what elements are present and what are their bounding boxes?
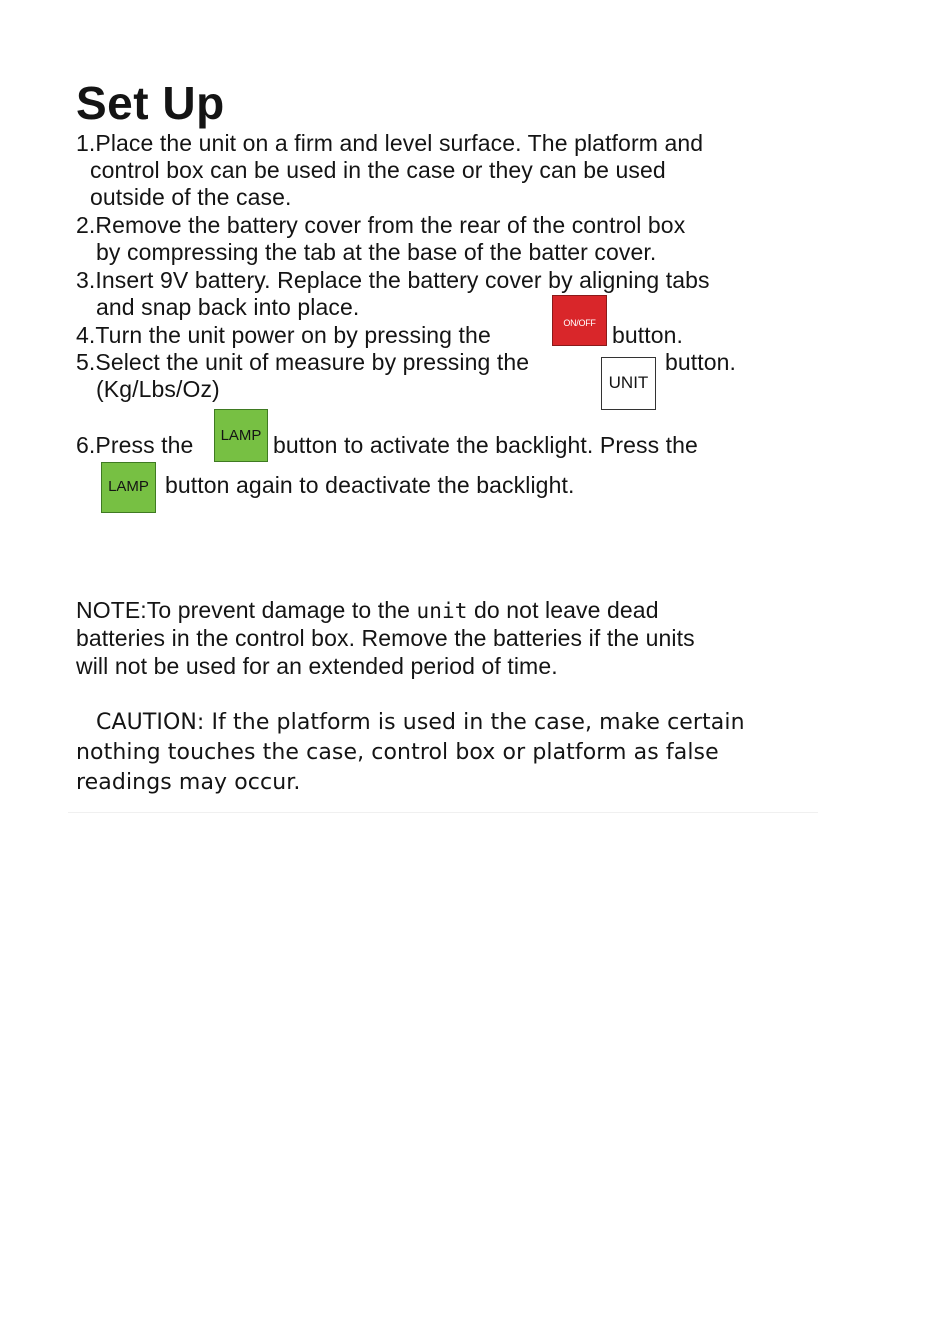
caution-line-2: nothing touches the case, control box or platform as false: [76, 740, 719, 765]
note-line-1: [76, 597, 659, 625]
note-line-2: batteries in the control box. Remove the batteries if the units: [76, 625, 695, 651]
caution-line-3: readings may occur.: [76, 770, 301, 795]
page-title: Set Up: [76, 77, 225, 129]
note-line-3: will not be used for an extended period of time.: [76, 653, 558, 679]
note-line-1-start: NOTE:To prevent damage to the: [76, 597, 411, 623]
step-6-line-2: button again to deactivate the backlight.: [165, 472, 575, 498]
step-2-line-1: 2.Remove the battery cover from the rear of the control box: [76, 212, 686, 238]
lamp-button-icon-2: [101, 462, 156, 513]
lamp-button-label-2: LAMP: [108, 478, 149, 495]
step-3-line-2: and snap back into place.: [96, 294, 360, 320]
step-6-text-end: button to activate the backlight. Press the: [273, 432, 698, 458]
step-1-line-2: control box can be used in the case or they can be used: [90, 157, 666, 183]
caution-line-1: CAUTION: If the platform is used in the case, make certain: [96, 710, 745, 735]
step-3-line-1: 3.Insert 9V battery. Replace the battery cover by aligning tabs: [76, 267, 710, 293]
step-4-text-end: button.: [612, 322, 684, 348]
step-1-line-3: outside of the case.: [90, 184, 292, 210]
step-6-text: 6.Press the: [76, 432, 194, 458]
note-line-1-end: do not leave dead: [474, 597, 659, 623]
step-5-text-end: button.: [665, 349, 737, 375]
unit-button-label: UNIT: [608, 373, 649, 392]
unit-button-icon: [601, 357, 656, 410]
on-off-button-label: ON/OFF: [563, 318, 596, 328]
divider: [68, 812, 818, 813]
on-off-button-icon: [552, 295, 607, 346]
step-1-line-1: 1.Place the unit on a firm and level surface. The platform and: [76, 130, 704, 156]
lamp-button-icon: [214, 409, 268, 462]
step-5-text: 5.Select the unit of measure by pressing the: [76, 349, 530, 375]
step-5-units: (Kg/Lbs/Oz): [96, 376, 220, 402]
step-4-text: 4.Turn the unit power on by pressing the: [76, 322, 491, 348]
note-line-1-mono: unit: [416, 599, 468, 623]
lamp-button-label: LAMP: [220, 427, 262, 444]
step-2-line-2: by compressing the tab at the base of the batter cover.: [96, 239, 657, 265]
